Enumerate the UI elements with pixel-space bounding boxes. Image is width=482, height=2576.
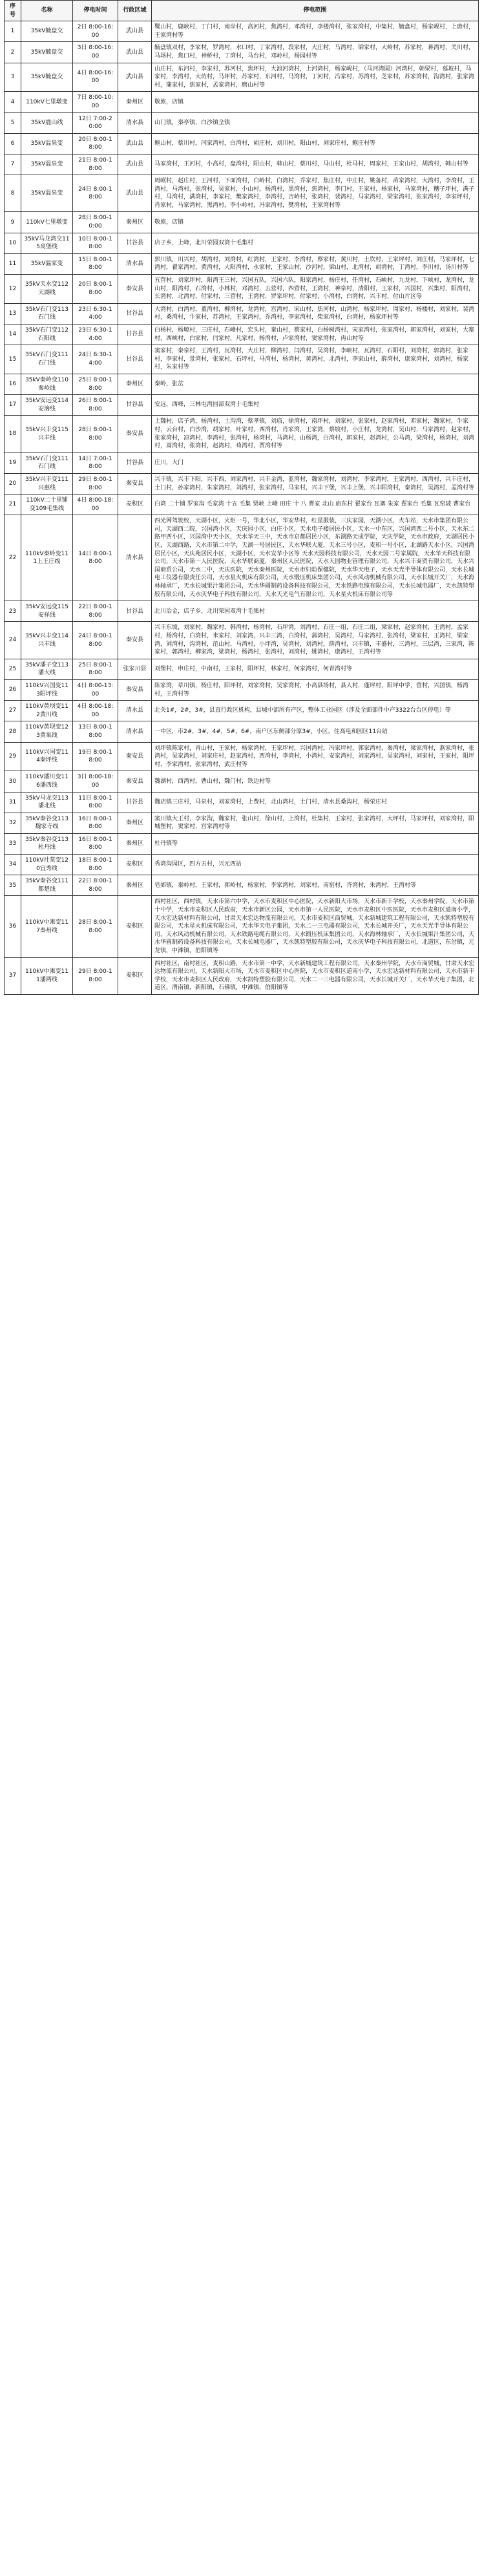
cell-no: 9 — [5, 212, 21, 233]
cell-name: 110kV七里墩变 — [21, 212, 73, 233]
table-row — [5, 833, 479, 854]
cell-name: 35kV安远变115安祥线 — [21, 601, 73, 622]
cell-region: 甘谷县 — [118, 792, 152, 813]
cell-time: 24日 8:00-18:00 — [73, 175, 118, 212]
cell-area: 鹭山村，鹿峡村，丁门村，南岸村，高河村，焦湾村，邓湾村，李楼湾村，张家湾村，中集村，毓盘村，杨家岘村，上唐村，王家湾村等 — [152, 21, 479, 42]
cell-region: 武山县 — [118, 21, 152, 42]
cell-area: 西村社区，西村镇，天水市第六中学，天水市麦积区中心医院，天水新阳大市场，天水市新丰学校，天水秦州学院，天水市第十中学，天水市麦积区人民政府，天水市新区公园，天水市第一人民医院，天水市麦积区中医医院，天水市麦积区道南小学，天水宏达新材料有限公司，甘肃天水宏达物流有限公司，天水市麦积区商贸城，天水新城建筑工程有限公司，天水凯特塑胶有限公司，天水星火机床有限公司，天水华天电子集团，天水二一三电器有限公司，天水长城开关厂，天水天光半导体有限公司，天水风动机械有限公司，天水铁路电缆有限公司，天水锻压机床集团公司，天水海林轴承厂，天水长城果汁集团公司，天水华圆制药设备科技有限公司，天水长城电器厂，天水凯特塑胶有限公司，天水庆华电子科技有限公司，北道区，东岔镇，元龙镇，中滩镇，伯阳镇等 — [152, 896, 479, 957]
cell-area: 山庄村，东河村，李家村，苏河村，焦坪村，大浪河湾村，上河湾村，杨家岘村，（马河湾圆）河湾村，韩梁村，墓坡村，马家村，李湾村，大坊村，马坪村，苏家村，东河村，马湾村，丁河村，冯家村，苏湾村，芝家村，苏家湾村，沟湾村，张家湾村，蒲家村，焦家村，孟家湾村，磨山村等 — [152, 63, 479, 92]
cell-region: 秦州区 — [118, 875, 152, 896]
cell-name: 110kV黄坝变112黄川线 — [21, 701, 73, 721]
cell-name: 35kV温家变 — [21, 253, 73, 274]
cell-name: 35kV兴丰变111兴惠线 — [21, 473, 73, 494]
cell-no: 16 — [5, 374, 21, 394]
table-row — [5, 957, 479, 994]
cell-no: 23 — [5, 601, 21, 622]
cell-region: 秦安县 — [118, 275, 152, 304]
table-row — [5, 896, 479, 957]
cell-name: 35kV石门变111石门线 — [21, 345, 73, 374]
cell-name: 35kV秦谷变113魏家寺线 — [21, 813, 73, 833]
table-row — [5, 601, 479, 622]
cell-no: 12 — [5, 275, 21, 304]
cell-region: 甘谷县 — [118, 395, 152, 416]
cell-area: 敬旅，店镇 — [152, 212, 479, 233]
cell-no: 4 — [5, 92, 21, 112]
cell-no: 21 — [5, 495, 21, 515]
table-row — [5, 112, 479, 133]
cell-area: 刘堡村，申庄村，中南村，王家村，阳坪村，林家村，何家湾村，何青湾村等 — [152, 659, 479, 679]
cell-area: 周岷村，赵庄村，王河村，下面湾村，白岭村，白湾村，乔家村，焦庄村，中庄村，姚备村，苗家湾村，大湾村，李湾村，王湾村，马湾村，张湾村，吴家村，小山村，杨湾村，黑湾村，焦湾村，李门村，王家村，杨家村，马家湾村，糟子坪村，满子村，马湾村，满湾村，李家村，樊家湾村，李湾村，吉岭村，张湾村，裴湾村，马家湾村，梁家湾村，张家湾村，李家坪村，肖家村，马家湾村，黑湾村，李小岭村，冯家湾村，樊湾村，王家湾村等 — [152, 175, 479, 212]
cell-name: 35kV秦岭变110秦岭线 — [21, 374, 73, 394]
cell-area: 皂郊镇，秦岭村，王家村，郭岭村，杨家村，李家湾村，刘家村，南窑村，齐湾村，朱湾村，王湾村等 — [152, 875, 479, 896]
cell-time: 21日 8:00-18:00 — [73, 154, 118, 175]
cell-region: 麦积区 — [118, 495, 152, 515]
table-row — [5, 855, 479, 875]
cell-area: 兴丰镇，兴丰下阳，兴丰西，刘家湾村，兴丰金湾，蓝湾村，魏家湾村，刘湾村，李家湾村，王家湾村，西湾村，兴丰庄村，土门村，孙家湾村，朱家湾村，刘湾村，张家湾村，马家村，兴丰下堡，兴丰上堡，兴丰阳湾村，秦湾村，吴湾村，孟湾村等 — [152, 473, 479, 494]
table-row — [5, 659, 479, 679]
cell-time: 26日 8:00-18:00 — [73, 395, 118, 416]
cell-name: 110kV二十里铺变109毛集线 — [21, 495, 73, 515]
cell-name: 35kV温泉变 — [21, 175, 73, 212]
cell-name: 110kV秦岭变111上王庄线 — [21, 515, 73, 601]
cell-no: 7 — [5, 154, 21, 175]
cell-no: 14 — [5, 325, 21, 345]
cell-no: 18 — [5, 416, 21, 452]
cell-name: 35kV潘子变113潘大线 — [21, 659, 73, 679]
cell-region: 武山县 — [118, 154, 152, 175]
cell-area: 秦岭，张岔 — [152, 374, 479, 394]
cell-area: 马家湾村，王河村，小高村，盘湾村，阳山村，韩山村，蔡川村，马山村，杜马村，周家村，王家山村，胡湾村，韩山村等 — [152, 154, 479, 175]
header-area: 停电范围 — [152, 1, 479, 21]
cell-area: 山门镇，秦亭镇，白沙镇全镇 — [152, 112, 479, 133]
cell-area: 秀湾沟园区，四方五村，兴元西站 — [152, 855, 479, 875]
cell-region: 秦安县 — [118, 473, 152, 494]
cell-time: 28日 8:00-18:00 — [73, 896, 118, 957]
table-row — [5, 792, 479, 813]
cell-region: 秦安县 — [118, 416, 152, 452]
cell-time: 22日 8:00-18:00 — [73, 875, 118, 896]
table-row — [5, 875, 479, 896]
cell-name: 35kV天水变112天湖线 — [21, 275, 73, 304]
cell-area: 北关1#，2#，3#，县直行政区机构，县城中部所有产区，整体工业园区（涉及全面部件中产3322台台区停电）等 — [152, 701, 479, 721]
cell-name: 35kV马龙交113潘北线 — [21, 792, 73, 813]
cell-time: 29日 8:00-18:00 — [73, 473, 118, 494]
table-row — [5, 42, 479, 63]
table-header-row — [5, 1, 479, 21]
cell-time: 11日 8:00-18:00 — [73, 792, 118, 813]
cell-time: 24日 8:00-18:00 — [73, 622, 118, 659]
cell-no: 1 — [5, 21, 21, 42]
cell-no: 11 — [5, 253, 21, 274]
table-row — [5, 452, 479, 473]
cell-time: 16日 8:00-18:00 — [73, 813, 118, 833]
cell-region: 麦积区 — [118, 855, 152, 875]
cell-time: 4日 8:00-18:00 — [73, 701, 118, 721]
cell-area: 店子乡，上峰，北川荣园双湾十毛集村 — [152, 233, 479, 253]
cell-region: 秦州区 — [118, 833, 152, 854]
cell-region: 秦州区 — [118, 813, 152, 833]
cell-no: 8 — [5, 175, 21, 212]
table-row — [5, 395, 479, 416]
cell-name: 35kV毓盘交 — [21, 21, 73, 42]
cell-name: 110kV潘川变116潘西线 — [21, 771, 73, 792]
cell-region: 清水县 — [118, 253, 152, 274]
cell-time: 24日 6:30-14:00 — [73, 345, 118, 374]
outage-table — [4, 0, 479, 995]
cell-region: 甘谷县 — [118, 601, 152, 622]
cell-no: 25 — [5, 659, 21, 679]
header-time: 停电时间 — [73, 1, 118, 21]
cell-area: 白湾 二十铺 罗家沟 毛家湾 十五 毛集 贾峡 上峰 田庄 十 八 曹家 北山 庙东村 翟家台 瓦寨 朱家 翟家台 毛集 瓦窑坡 曹家台 — [152, 495, 479, 515]
cell-time: 23日 6:30-14:00 — [73, 325, 118, 345]
table-row — [5, 21, 479, 42]
cell-time: 13日 8:00-18:00 — [73, 721, 118, 742]
cell-region: 清水县 — [118, 515, 152, 601]
cell-time: 3日 8:00-16:00 — [73, 42, 118, 63]
cell-area: 西村社区，南村社区，麦积山路，天水市第一中学，天水新城建筑工程有限公司，天水秦州学院，天水市商贸城，甘肃天水宏达物流有限公司，天水新阳大市场，天水市麦积区中心医院，天水市麦积区道南小学，天水宏达新材料有限公司，天水市新丰学校，天水市麦积区人民政府，天水凯特塑胶有限公司，天水二一三电器有限公司，天水长城开关厂，天水华天电子集团，北道区，渭南镇，新阳镇，石佛镇，中滩镇，伯阳镇等 — [152, 957, 479, 994]
cell-name: 35kV温泉变 — [21, 133, 73, 154]
cell-no: 2 — [5, 42, 21, 63]
cell-region: 麦积区 — [118, 957, 152, 994]
cell-region: 甘谷县 — [118, 345, 152, 374]
cell-name: 110kV黄坝变123黄巢线 — [21, 721, 73, 742]
cell-name: 35kV安远变114安滴线 — [21, 395, 73, 416]
cell-name: 35kV石门变111石门线 — [21, 452, 73, 473]
table-row — [5, 701, 479, 721]
cell-time: 3日 8:00-18:00 — [73, 771, 118, 792]
cell-name: 35kV兴丰变114兴丰线 — [21, 622, 73, 659]
cell-area: 刘坪镇陈家村，青山村，王家村，杨家湾村，王家坪村，兴国湾村，冯家坪村，郭家湾村，秦湾村，梁家湾村，燕家湾村，张湾村，吴家湾村，刘家庄村，赵家湾村，西湾村，李湾村，小湾村，安家湾村，刘家湾村，吴家湾村，刘家村，王家村，阳坪村，李家湾村，张家湾村，武庄村等 — [152, 742, 479, 771]
cell-time: 4日 8:00-18:00 — [73, 495, 118, 515]
cell-no: 5 — [5, 112, 21, 133]
cell-region: 秦安县 — [118, 679, 152, 700]
cell-region: 秦安县 — [118, 771, 152, 792]
cell-no: 19 — [5, 452, 21, 473]
cell-area: 窦家村，秦泉村，王湾村，瓦湾村，大庄村，柳湾村，闫湾村，吴湾村，李峡村，瓦湾村，石阳村，刘湾村，郭湾村，张家村，李家村，景湾村，张家村，石坪村，马湾村，杨湾村，黄湾村，北湾村，李家山村，薛湾村，康家湾村，刘湾村，杨家村，朱家村等 — [152, 345, 479, 374]
table-row — [5, 679, 479, 700]
cell-name: 110kV中滩变111潘两线 — [21, 957, 73, 994]
cell-area: 陈家湾，草川镇，杨庄村，阳坪村，刘家湾村，吴家湾村，小高县场村，县人村，蓬坪村，阳坪中学，营村，兴国镇，杨湾村，王湾村等 — [152, 679, 479, 700]
table-row — [5, 303, 479, 324]
cell-area: 大湾村，白湾村，董湾村，柳湾村，龙湾村，宫湾村，宋山村，焦河村，山湾村，杨家坪村，周家村，杨楼村，刘家村，裴湾村，桑湾村，牛家村，苏湾村，王家湾村，乔湾村，李家湾村，柴家湾村，白湾村，杨家坪村等 — [152, 303, 479, 324]
cell-area: 魏店镇三庄村，马泉村，刘家湾村，上费村，北山湾村，土门村，清水县桑沟村，杨荣庄村 — [152, 792, 479, 813]
cell-time: 22日 8:00-18:00 — [73, 601, 118, 622]
cell-name: 110kV七里墩变 — [21, 92, 73, 112]
cell-no: 22 — [5, 515, 21, 601]
cell-time: 12日 7:00-20:00 — [73, 112, 118, 133]
cell-area: 鲍山村，蔡川村，闫家湾村，白湾村，胡庄村，刘川村，阳山村，刘家庄村，鲍庄村等 — [152, 133, 479, 154]
cell-time: 19日 8:00-18:00 — [73, 742, 118, 771]
table-row — [5, 212, 479, 233]
cell-time: 20日 8:00-18:00 — [73, 133, 118, 154]
cell-area: 郭川镇，川兴村，胡湾村，刘湾村，红湾村，王家村，李湾村，蔡家村，黄川村，土坎村，王家坪村，刘庄村，马家坪村，七湾村，翟家湾村，黄湾村，大阳湾村，永家村，王家山村，沙河村，梁山村，北湾村，胡湾村，丁湾村，李川村，汤川村等 — [152, 253, 479, 274]
cell-region: 甘谷县 — [118, 303, 152, 324]
cell-no: 17 — [5, 395, 21, 416]
table-row — [5, 154, 479, 175]
cell-region: 武山县 — [118, 42, 152, 63]
cell-region: 清水县 — [118, 721, 152, 742]
cell-name: 110kV兴国变113阳坪线 — [21, 679, 73, 700]
cell-no: 6 — [5, 133, 21, 154]
cell-time: 28日 8:00-10:00 — [73, 212, 118, 233]
header-region: 行政区域 — [118, 1, 152, 21]
cell-name: 35kV马龙湾交115高堡线 — [21, 233, 73, 253]
table-row — [5, 133, 479, 154]
outage-schedule — [4, 0, 478, 995]
cell-region: 甘谷县 — [118, 452, 152, 473]
cell-no: 10 — [5, 233, 21, 253]
table-row — [5, 742, 479, 771]
cell-no: 34 — [5, 855, 21, 875]
cell-time: 16日 8:00-18:00 — [73, 833, 118, 854]
cell-name: 35kV秦谷变111都楚线 — [21, 875, 73, 896]
table-row — [5, 473, 479, 494]
cell-region: 秦州区 — [118, 212, 152, 233]
cell-time: 14日 8:00-18:00 — [73, 515, 118, 601]
table-row — [5, 721, 479, 742]
cell-area: 窦川镇大王村，李家沟，魏家村，张山村，徐山村，上湾村，杜集村，王家村，张家湾村，大坪村，马家坪村，刘家湾村，阳城堡村，窦家村，宫家湾村等 — [152, 813, 479, 833]
cell-time: 20日 8:00-18:00 — [73, 275, 118, 304]
table-row — [5, 622, 479, 659]
table-body — [5, 21, 479, 995]
cell-no: 32 — [5, 813, 21, 833]
table-row — [5, 495, 479, 515]
cell-region: 秦州区 — [118, 374, 152, 394]
cell-no: 24 — [5, 622, 21, 659]
cell-name: 35kV毓盘交 — [21, 42, 73, 63]
table-row — [5, 325, 479, 345]
cell-region: 麦积区 — [118, 896, 152, 957]
cell-time: 15日 8:00-18:00 — [73, 253, 118, 274]
cell-region: 张家川县 — [118, 659, 152, 679]
cell-name: 110kV兴国变114秦坪线 — [21, 742, 73, 771]
cell-region: 武山县 — [118, 175, 152, 212]
cell-time: 2日 8:00-16:00 — [73, 21, 118, 42]
cell-time: 18日 8:00-18:00 — [73, 855, 118, 875]
cell-no: 35 — [5, 875, 21, 896]
cell-no: 31 — [5, 792, 21, 813]
cell-time: 7日 8:00-10:00 — [73, 92, 118, 112]
cell-region: 秦州区 — [118, 92, 152, 112]
cell-region: 秦安县 — [118, 742, 152, 771]
cell-no: 30 — [5, 771, 21, 792]
cell-no: 26 — [5, 679, 21, 700]
cell-name: 35kV兴丰变115兴丰线 — [21, 416, 73, 452]
cell-area: 兴丰东坡，刘家村，魏家村，韩湾村，杨湾村，石坪湾，刘湾村，石庄一组，石庄二组，梁家村，赵家湾村，王湾村，孟家村，杨湾村，白湾村，米家村，刘家湾，兴丰三湾，白湾村，蒲湾村，吴湾村，马家湾村，张湾村，梁家村，王湾村，梁家湾，刘湾村，沟湾村，范山村，马湾村，小坪湾，吴湾村，刘湾村，薛湾村，兴丰镇，丰盛村，三湾村，三层湾，三家湾，陈家村，郭湾村，柳家湾，梁湾村，杨湾村，张湾村，刘湾村，姚湾村，康湾村，王湾村等 — [152, 622, 479, 659]
cell-no: 3 — [5, 63, 21, 92]
cell-area: 五营村，刘家坪村，阳湾王三村，兴国五队，兴国六队，阳家湾村，杨庄村，任湾村，石峡村，九龙村，下峡村，龙湾村，龙山村，阳湾村，石湾村，小林村，邓湾村，五营村，四营村，王湾村，神泉村，清阳村，王家村，兴国村，兴集村，阳湾村，长湾村，北湾村，付家村，三营村，王湾村，罗家坪村，付家村，小湾村，白湾村，兴丰村，付山片区等 — [152, 275, 479, 304]
table-row — [5, 813, 479, 833]
table-row — [5, 345, 479, 374]
cell-name: 110kV社棠变120宜秀线 — [21, 855, 73, 875]
cell-name: 35kV石门变112石阳线 — [21, 325, 73, 345]
cell-region: 清水县 — [118, 701, 152, 721]
cell-no: 27 — [5, 701, 21, 721]
table-row — [5, 416, 479, 452]
cell-no: 37 — [5, 957, 21, 994]
table-row — [5, 515, 479, 601]
cell-name: 35kV温泉变 — [21, 154, 73, 175]
cell-no: 13 — [5, 303, 21, 324]
table-row — [5, 253, 479, 274]
cell-region: 秦安县 — [118, 622, 152, 659]
cell-time: 28日 8:00-18:00 — [73, 416, 118, 452]
header-name: 名称 — [21, 1, 73, 21]
cell-no: 36 — [5, 896, 21, 957]
table-row — [5, 233, 479, 253]
cell-time: 4日 8:00-13:00 — [73, 679, 118, 700]
table-row — [5, 92, 479, 112]
cell-time: 29日 8:00-18:00 — [73, 957, 118, 994]
cell-time: 25日 8:00-18:00 — [73, 374, 118, 394]
cell-area: 魏湖村，西湾村，曹山村，魏门村，铁边村等 — [152, 771, 479, 792]
cell-area: 毓盘镇双村，李家村，罗湾村，水口村，丁家湾村，段家村，大庄村，马湾村，梁家村，大岭村，苏家村，蒋湾村，关川村，马场村，焦口村，神桥村，丁湾村，马台村，邓岭村，杨园村等 — [152, 42, 479, 63]
cell-region: 甘谷县 — [118, 325, 152, 345]
header-no: 序号 — [5, 1, 21, 21]
table-row — [5, 63, 479, 92]
cell-name: 35kV石门变113石门线 — [21, 303, 73, 324]
cell-time: 25日 8:00-18:00 — [73, 659, 118, 679]
cell-no: 20 — [5, 473, 21, 494]
cell-area: 白杨村，杨塬村，三庄村，石峰村，宏头村，秦山村，蔡家村，白杨树湾村，宋家湾村，张家湾村，郭家湾村，刘家村，大寨村，西峡村，白家村，闫家村，凡家村，杨湾村，卢家湾村，窦家湾村，冉山村等 — [152, 325, 479, 345]
cell-name: 35kV秦谷变113杜丹线 — [21, 833, 73, 854]
table-row — [5, 175, 479, 212]
cell-area: 安远，西峰，三林屯湾园部双湾十毛集村 — [152, 395, 479, 416]
table-row — [5, 374, 479, 394]
cell-region: 清水县 — [118, 112, 152, 133]
cell-name: 110kV中滩变117秦州线 — [21, 896, 73, 957]
cell-region: 武山县 — [118, 63, 152, 92]
cell-area: 敬旅，店镇 — [152, 92, 479, 112]
cell-no: 33 — [5, 833, 21, 854]
table-row — [5, 275, 479, 304]
cell-no: 29 — [5, 742, 21, 771]
table-row — [5, 771, 479, 792]
cell-time: 10日 8:00-18:00 — [73, 233, 118, 253]
cell-area: 北川冶金，店子乡，北川荣园双湾十毛集村 — [152, 601, 479, 622]
cell-time: 4日 8:00-16:00 — [73, 63, 118, 92]
cell-area: 一中区，市2#，3#，4#，5#，6#，南户区东侧部分原3#，小区，住高电和园区11台站 — [152, 721, 479, 742]
cell-region: 武山县 — [118, 133, 152, 154]
cell-time: 23日 6:30-14:00 — [73, 303, 118, 324]
cell-no: 28 — [5, 721, 21, 742]
cell-area: 上魏村，店子湾，杨湾村，土沟湾，蔡孝镇，刘庙，徐湾村，南坪村，刘家村，张家村，赵家湾村，邓家村，魏家村，牛家村，云台村，白沙湾，胡家村，叶家村，西湾村，肖家湾，王家湾，蔡坡村，小庄村，龙湾村，吴山村，马家湾村，赵家村，张家湾村，凉湾村，李湾村，张湾村，杨湾村，马湾村，山杨湾，白湾村，郭家村，赵湾村，公马湾，梁湾村，杨湾村，刘湾村，嵩湾村，张湾村，赵湾村，苟湾村，贾湾村等 — [152, 416, 479, 452]
cell-area: 杜丹镇等 — [152, 833, 479, 854]
cell-time: 14日 7:00-18:00 — [73, 452, 118, 473]
cell-area: 庄川，大门 — [152, 452, 479, 473]
cell-area: 西光网驾驶校，天湖小区，火炬一号，华北小区，华安华村，红星服装，三庆家园，天湖小区，火车站，天水市集团有限公司，天湖西二院，兴国湾小区，天庆园小区，白庄小区，天水电子楼居民小区，天水一中东区，兴国湾西二号小区，天水东二路甲西小区，兴国湾中天小区，天水华天三中，天水市京都居民小区，东湖路天成学院，天庆学院，天水市政府，天湖居民小区，天湖西路，天水市第二中学，天湖一号居民区，天水华联大厦，天水三号小区，麦积一号小区，北湖路天水小区，兴国湾居民小区，天庆苑居民小区，天湖小区，天水安华小区等 天水天园科技有限公司，天水天园二号家属院，天水华天科技有限公司，天水市第一人民医院，天水华联商厦，秦州区人民医院，天水天园物业管理有限公司，天水兴丰商贸有限公司，天水兴国商贸公司，天水二中，天庆医院，天水秦州医院，天水市妇幼保健院，天水华天电子，天水天光半导体有限公司，天水长城电工仪器有限责任公司，天水星火机床有限公司，天水锻压机床集团公司，天水风动机械有限公司，天水长城开关厂，天水海林轴承厂，天水长城果汁集团公司，天水华圆制药设备科技有限公司，天水铁路电缆有限公司，天水长城电器厂，天水凯特塑胶有限公司，天水庆华电子科技有限公司，天水天光电气有限公司，天水星火机床有限公司等 — [152, 515, 479, 601]
cell-name: 35kV鹿山线 — [21, 112, 73, 133]
cell-region: 甘谷县 — [118, 233, 152, 253]
cell-name: 35kV毓盘交 — [21, 63, 73, 92]
cell-no: 15 — [5, 345, 21, 374]
